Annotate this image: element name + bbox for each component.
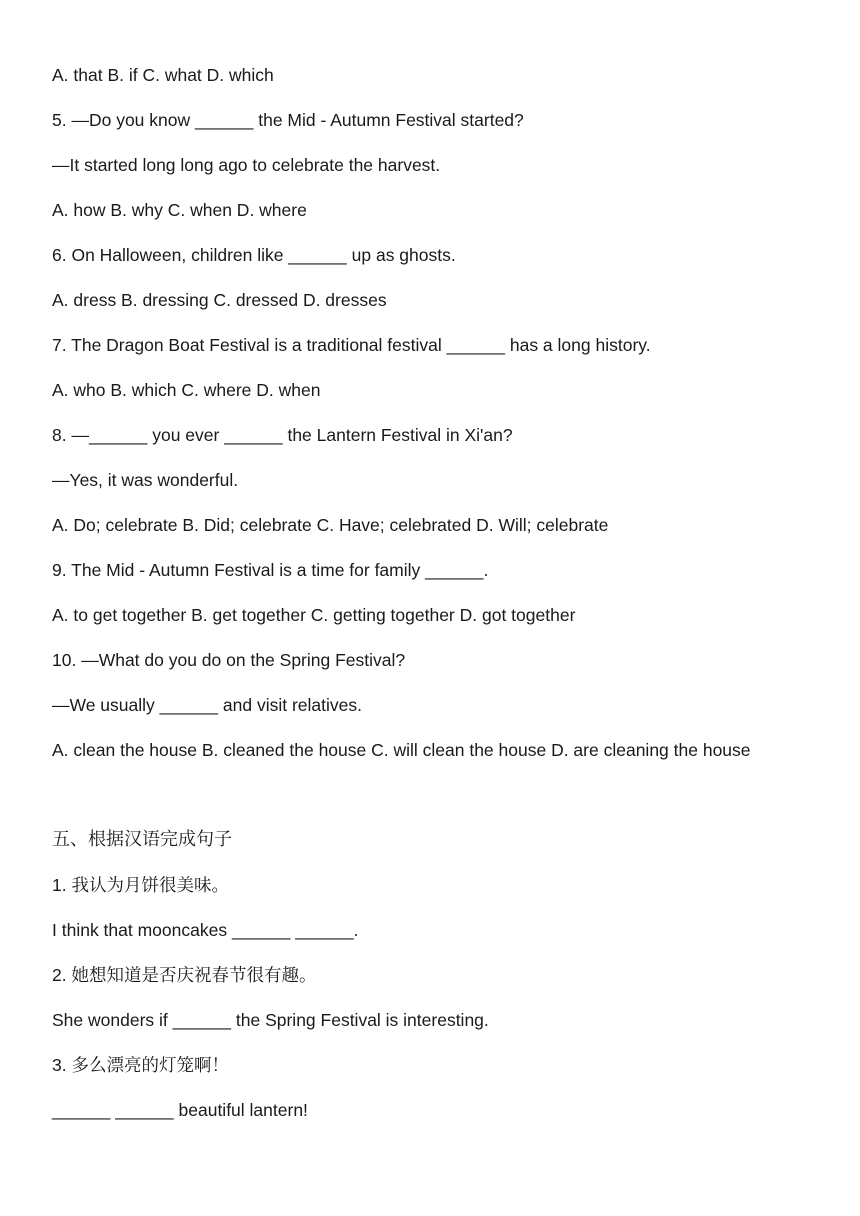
q10-options: A. clean the house B. cleaned the house C. will clean the house D. are cleaning the house <box>52 740 751 760</box>
q8-reply: —Yes, it was wonderful. <box>52 470 239 490</box>
q7-stem: 7. The Dragon Boat Festival is a traditional festival ______ has a long history. <box>52 335 651 355</box>
q5-reply: —It started long long ago to celebrate the harvest. <box>52 155 441 175</box>
q7-options: A. who B. which C. where D. when <box>52 380 321 400</box>
q5-options: A. how B. why C. when D. where <box>52 200 307 220</box>
q9-options: A. to get together B. get together C. getting together D. got together <box>52 605 576 625</box>
translation-item-3-chinese: 3. 多么漂亮的灯笼啊！ <box>52 1055 229 1075</box>
section-five-heading: 五、根据汉语完成句子 <box>52 829 232 850</box>
translation-item-3-english: ______ ______ beautiful lantern! <box>52 1100 308 1120</box>
q8-options: A. Do; celebrate B. Did; celebrate C. Have; celebrated D. Will; celebrate <box>52 515 609 535</box>
q6-stem: 6. On Halloween, children like ______ up as ghosts. <box>52 245 456 265</box>
q10-reply: —We usually ______ and visit relatives. <box>52 695 362 715</box>
translation-item-2-english: She wonders if ______ the Spring Festival is interesting. <box>52 1010 489 1030</box>
q5-stem: 5. —Do you know ______ the Mid - Autumn Festival started? <box>52 110 524 130</box>
q10-stem: 10. —What do you do on the Spring Festival? <box>52 650 406 670</box>
translation-item-1-english: I think that mooncakes ______ ______. <box>52 920 359 940</box>
q4-options: A. that B. if C. what D. which <box>52 65 274 85</box>
q9-stem: 9. The Mid - Autumn Festival is a time for family ______. <box>52 560 489 580</box>
q6-options: A. dress B. dressing C. dressed D. dresses <box>52 290 387 310</box>
q8-stem: 8. —______ you ever ______ the Lantern Festival in Xi'an? <box>52 425 513 445</box>
translation-item-1-chinese: 1. 我认为月饼很美味。 <box>52 875 229 895</box>
translation-item-2-chinese: 2. 她想知道是否庆祝春节很有趣。 <box>52 965 317 985</box>
